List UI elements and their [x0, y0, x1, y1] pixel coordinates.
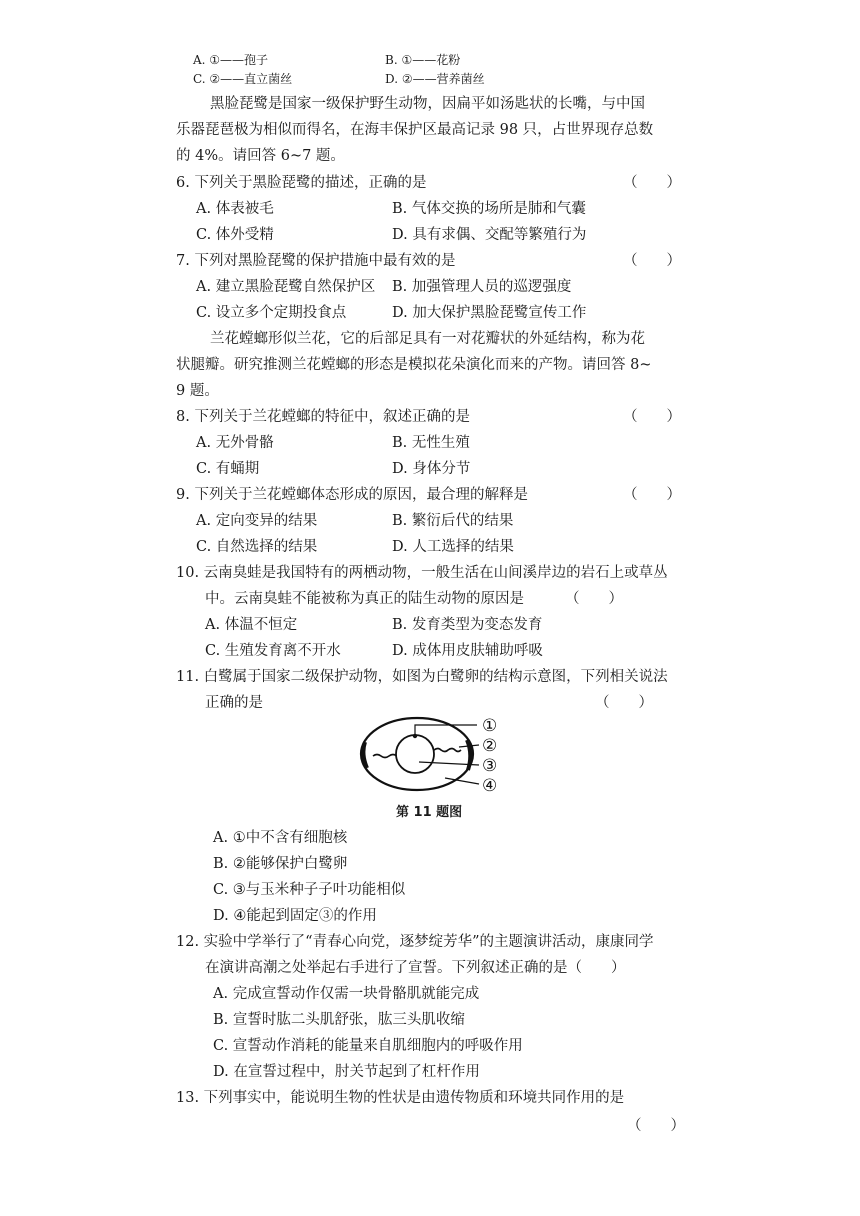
q8-option-b: B. 无性生殖: [392, 435, 470, 451]
q10-option-b: B. 发育类型为变态发育: [392, 617, 543, 633]
option-c: C. ②——直立菌丝: [193, 72, 293, 86]
q6-option-d: D. 具有求偶、交配等繁殖行为: [392, 227, 587, 243]
figure-label-2: ②: [482, 736, 498, 756]
q7-stem: 7. 下列对黑脸琵鹭的保护措施中最有效的是: [176, 253, 456, 269]
q10-stem-line2: 中。云南臭蛙不能被称为真正的陆生动物的原因是: [205, 591, 524, 607]
q11-option-a: A. ①中不含有细胞核: [213, 830, 348, 846]
q8-option-a: A. 无外骨骼: [196, 435, 274, 451]
figure-label-1: ①: [482, 716, 498, 736]
q11-stem-line1: 11. 白鹭属于国家二级保护动物，如图为白鹭卵的结构示意图，下列相关说法: [176, 669, 668, 685]
egg-yolk: [396, 735, 434, 773]
q9-option-d: D. 人工选择的结果: [392, 539, 514, 555]
q9-option-a: A. 定向变异的结果: [196, 513, 318, 529]
shell-membrane-left: [363, 742, 367, 768]
q10-option-c: C. 生殖发育离不开水: [205, 643, 341, 659]
q10-stem-line1: 10. 云南臭蛙是我国特有的两栖动物，一般生活在山间溪岸边的岩石上或草丛: [176, 565, 668, 581]
passage2-line1: 兰花螳螂形似兰花，它的后部足具有一对花瓣状的外延结构，称为花: [210, 331, 645, 347]
q9-stem: 9. 下列关于兰花螳螂体态形成的原因，最合理的解释是: [176, 487, 528, 503]
q8-stem: 8. 下列关于兰花螳螂的特征中，叙述正确的是: [176, 409, 470, 425]
q11-answer-paren: （ ）: [595, 695, 653, 711]
q7-option-c: C. 设立多个定期投食点: [196, 305, 347, 321]
figure-label-3: ③: [482, 756, 498, 776]
q7-answer-paren: （ ）: [623, 253, 681, 269]
option-d: D. ②——营养菌丝: [385, 72, 485, 86]
egg-structure-figure: [355, 712, 515, 798]
q11-option-d: D. ④能起到固定③的作用: [213, 908, 377, 924]
q7-option-d: D. 加大保护黑脸琵鹭宣传工作: [392, 305, 587, 321]
q10-option-d: D. 成体用皮肤辅助呼吸: [392, 643, 543, 659]
q9-answer-paren: （ ）: [623, 487, 681, 503]
q12-stem-line2: 在演讲高潮之处举起右手进行了宣誓。下列叙述正确的是（ ）: [205, 960, 626, 976]
q8-option-d: D. 身体分节: [392, 461, 471, 477]
figure-label-4: ④: [482, 776, 498, 796]
q12-option-a: A. 完成宣誓动作仅需一块骨骼肌就能完成: [213, 986, 480, 1002]
q12-stem-line1: 12. 实验中学举行了“青春心向党，逐梦绽芳华”的主题演讲活动，康康同学: [176, 934, 654, 950]
passage2-line2: 状腿瓣。研究推测兰花螳螂的形态是模拟花朵演化而来的产物。请回答 8~: [176, 357, 652, 373]
q6-answer-paren: （ ）: [623, 175, 681, 191]
chalaza-right: [434, 749, 461, 752]
q12-option-d: D. 在宣誓过程中，肘关节起到了杠杆作用: [213, 1064, 480, 1080]
q11-option-c: C. ③与玉米种子子叶功能相似: [213, 882, 406, 898]
option-a: A. ①——孢子: [193, 53, 269, 67]
q11-stem-line2: 正确的是: [205, 695, 263, 711]
q6-stem: 6. 下列关于黑脸琵鹭的描述，正确的是: [176, 175, 427, 191]
q8-answer-paren: （ ）: [623, 409, 681, 425]
q7-option-a: A. 建立黑脸琵鹭自然保护区: [196, 279, 376, 295]
q8-option-c: C. 有蛹期: [196, 461, 260, 477]
q6-option-b: B. 气体交换的场所是肺和气囊: [392, 201, 586, 217]
q10-option-a: A. 体温不恒定: [205, 617, 298, 633]
q13-stem: 13. 下列事实中，能说明生物的性状是由遗传物质和环境共同作用的是: [176, 1090, 625, 1106]
q6-option-c: C. 体外受精: [196, 227, 274, 243]
q9-option-c: C. 自然选择的结果: [196, 539, 318, 555]
chalaza-left: [373, 755, 397, 758]
passage2-line3: 9 题。: [176, 383, 219, 399]
shell-membrane-right: [467, 740, 470, 770]
q10-answer-paren: （ ）: [565, 591, 623, 607]
passage1-line1: 黑脸琵鹭是国家一级保护野生动物，因扁平如汤匙状的长嘴，与中国: [210, 96, 645, 112]
q12-option-b: B. 宣誓时肱二头肌舒张，肱三头肌收缩: [213, 1012, 465, 1028]
passage1-line3: 的 4%。请回答 6~7 题。: [176, 148, 345, 164]
q12-option-c: C. 宣誓动作消耗的能量来自肌细胞内的呼吸作用: [213, 1038, 523, 1054]
leader-line-1: [415, 725, 477, 736]
q11-option-b: B. ②能够保护白鹭卵: [213, 856, 348, 872]
option-b: B. ①——花粉: [385, 53, 461, 67]
q9-option-b: B. 繁衍后代的结果: [392, 513, 514, 529]
q13-answer-paren: （ ）: [627, 1118, 685, 1134]
passage1-line2: 乐器琵琶极为相似而得名，在海丰保护区最高记录 98 只，占世界现存总数: [176, 122, 654, 138]
q7-option-b: B. 加强管理人员的巡逻强度: [392, 279, 572, 295]
q6-option-a: A. 体表被毛: [196, 201, 274, 217]
figure-caption: 第 11 题图: [396, 805, 463, 820]
